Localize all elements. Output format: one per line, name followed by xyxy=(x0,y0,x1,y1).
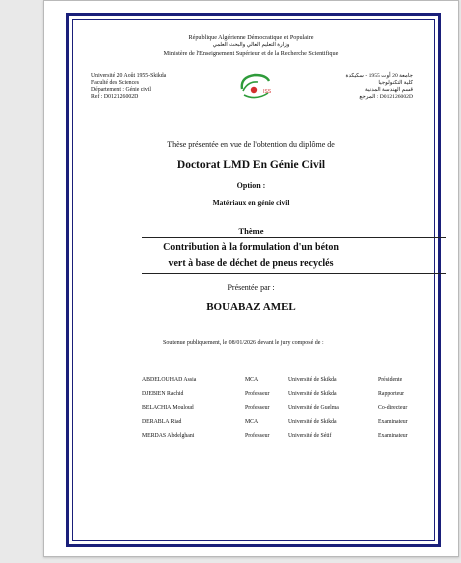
ref-ar: D012126002D : المرجع xyxy=(359,94,413,100)
soutenance-line: Soutenue publiquement, le 08/01/2026 devant le jury composé de : xyxy=(163,340,324,346)
departement-ar: قسم الهندسة المدنية xyxy=(364,87,413,93)
ministere-arabic-line: وزارة التعليم العالي والبحث العلمي xyxy=(212,42,290,48)
faculte-ar: كلية التكنولوجيا xyxy=(378,80,413,86)
theme-label: Thème xyxy=(238,226,264,236)
logo-text: ISS xyxy=(263,89,272,95)
auteur-nom: BOUABAZ AMEL xyxy=(206,301,296,313)
presente-par: Présentée par : xyxy=(227,283,275,292)
jury-grade: Professeur xyxy=(245,391,270,397)
jury-nom: BELACHIA Mouloud xyxy=(142,405,194,411)
jury-universite: Université de Sétif xyxy=(288,433,332,439)
jury-universite: Université de Skikda xyxy=(288,377,337,383)
document-page xyxy=(43,0,459,557)
ministere-line: Ministère de l'Enseignement Supérieur et de la Recherche Scientifique xyxy=(163,50,339,57)
jury-universite: Université de Skikda xyxy=(288,419,337,425)
university-logo-icon xyxy=(234,71,276,103)
jury-grade: Professeur xyxy=(245,433,270,439)
jury-role: Rapporteur xyxy=(378,391,405,397)
diplome-title: Doctorat LMD En Génie Civil xyxy=(176,159,326,171)
these-titre-ligne-1: Contribution à la formulation d'un béton xyxy=(163,242,339,253)
republique-line: République Algérienne Démocratique et Populaire xyxy=(188,34,314,41)
universite-fr: Université 20 Août 1955-Skikda xyxy=(91,73,167,79)
jury-nom: DJEBIEN Rachid xyxy=(142,391,184,397)
faculte-fr: Faculté des Sciences xyxy=(91,80,139,86)
jury-universite: Université de Skikda xyxy=(288,391,337,397)
jury-grade: MCA xyxy=(245,419,259,425)
header-right-block xyxy=(346,73,413,101)
university-logo xyxy=(234,71,276,103)
jury-grade: MCA xyxy=(245,377,259,383)
option-label: Option : xyxy=(236,181,266,190)
jury-nom: MERDAS Abdelghani xyxy=(142,433,195,439)
ref-fr: Ref : D012126002D xyxy=(91,94,139,100)
these-line: Thèse présentée en vue de l'obtention du diplôme de xyxy=(167,140,335,149)
theme-rule-top xyxy=(142,237,446,238)
jury-role: Examinateur xyxy=(378,433,408,439)
jury-nom: ABDELOUHAD Assia xyxy=(142,377,197,383)
theme-rule-bottom xyxy=(142,273,446,274)
specialite: Matériaux en génie civil xyxy=(212,198,290,207)
jury-nom: DERABLA Riad xyxy=(142,419,182,425)
jury-role: Co-directeur xyxy=(378,405,408,411)
these-titre-ligne-2: vert à base de déchet de pneus recyclés xyxy=(168,258,334,269)
jury-role: Examinateur xyxy=(378,419,408,425)
universite-ar: جامعة 20 أوت 1955 - سكيكدة xyxy=(345,73,413,79)
jury-universite: Université de Guelma xyxy=(288,405,339,411)
jury-grade: Professeur xyxy=(245,405,270,411)
jury-role: Présidente xyxy=(378,377,403,383)
departement-fr: Département : Génie civil xyxy=(91,87,152,93)
header-left-block xyxy=(91,73,166,101)
